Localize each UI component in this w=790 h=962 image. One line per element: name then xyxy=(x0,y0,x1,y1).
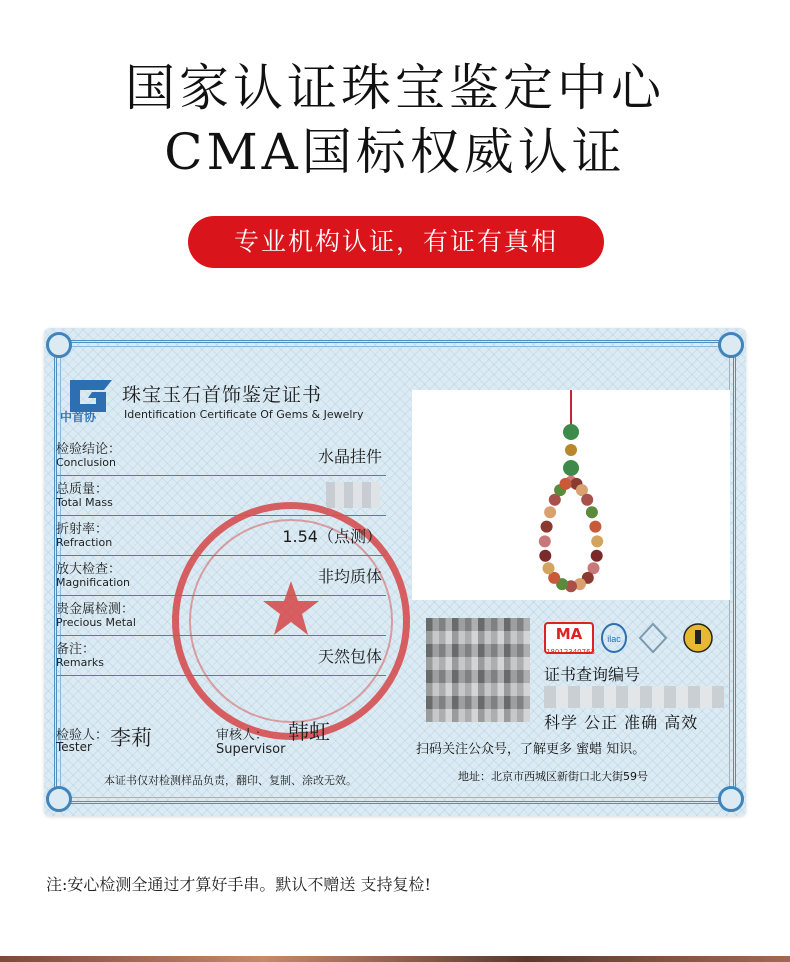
certificate-query-label: 证书查询编号 xyxy=(544,665,641,684)
field-label: 检验结论： xyxy=(56,442,122,457)
field-value: 1.54（点测） xyxy=(282,527,382,546)
field-label: 放大检查： xyxy=(56,562,122,577)
address: 地址：北京市西城区新街口北大街59号 xyxy=(458,770,648,783)
bead xyxy=(581,494,593,506)
slogan: 科学 公正 准确 高效 xyxy=(544,713,699,732)
logo-text: 中首协 xyxy=(60,410,97,424)
corner-ornament-icon xyxy=(718,786,744,812)
field-remarks xyxy=(56,636,386,676)
field-label-en: Magnification xyxy=(56,576,131,589)
field-label-en: Refraction xyxy=(56,536,113,549)
redacted-query-number xyxy=(544,686,724,708)
corner-ornament-icon xyxy=(718,332,744,358)
field-label: 备注： xyxy=(56,642,96,657)
certification-mark-icon xyxy=(682,622,714,654)
certificate-disclaimer: 本证书仅对检测样品负责，翻印、复制、涂改无效。 xyxy=(104,774,357,787)
bead xyxy=(586,506,598,518)
headline-line-2: CMA国标权威认证 xyxy=(164,123,626,181)
bead xyxy=(589,521,601,533)
field-total-mass xyxy=(56,476,386,516)
tester-label-en: Tester xyxy=(56,740,92,754)
field-label-en: Conclusion xyxy=(56,456,116,469)
field-label-en: Total Mass xyxy=(56,496,113,509)
bead xyxy=(591,535,603,547)
field-refraction xyxy=(56,516,386,556)
field-precious-metal xyxy=(56,596,386,636)
bead xyxy=(541,521,553,533)
field-label-en: Remarks xyxy=(56,656,104,669)
cnas-mark-icon xyxy=(638,622,668,654)
redacted-value xyxy=(326,482,380,508)
bead xyxy=(560,478,572,490)
signature-row xyxy=(56,720,386,764)
field-label: 总质量： xyxy=(56,482,109,497)
qr-code-blur xyxy=(426,618,530,722)
supervisor-label-en: Supervisor xyxy=(216,742,286,757)
certificate-subtitle: Identification Certificate Of Gems & Jewelry xyxy=(124,408,364,421)
ilac-mark-icon xyxy=(600,622,628,654)
corner-ornament-icon xyxy=(46,332,72,358)
field-value: 天然包体 xyxy=(317,647,382,666)
supervisor-signature: 韩虹 xyxy=(288,720,330,744)
bead xyxy=(544,506,556,518)
tester-label: 检验人： xyxy=(56,728,109,743)
certification-banner: 专业机构认证，有证有真相 xyxy=(188,216,604,268)
field-value: 水晶挂件 xyxy=(317,447,382,466)
field-label: 贵金属检测： xyxy=(56,602,135,617)
product-photo xyxy=(412,390,730,600)
bead xyxy=(539,550,551,562)
supervisor-label: 审核人： xyxy=(216,728,269,743)
certificate-title: 珠宝玉石首饰鉴定证书 xyxy=(122,384,323,406)
bead xyxy=(543,562,555,574)
bead xyxy=(591,550,603,562)
cma-mark-icon: MA xyxy=(544,622,594,654)
footer-note: 注:安心检测全通过才算好手串。默认不赠送 支持复检! xyxy=(46,875,431,894)
tester-signature: 李莉 xyxy=(110,726,152,750)
field-value: 非均质体 xyxy=(317,567,382,586)
cma-number: 18012340763 xyxy=(546,648,595,656)
field-label-en: Precious Metal xyxy=(56,616,136,629)
field-magnification xyxy=(56,556,386,596)
svg-text:ilac: ilac xyxy=(607,634,621,644)
field-label: 折射率： xyxy=(56,522,109,537)
field-conclusion xyxy=(56,436,386,476)
corner-ornament-icon xyxy=(46,786,72,812)
certificate-card xyxy=(44,328,746,816)
bottom-decor-strip xyxy=(0,956,790,962)
headline-line-1: 国家认证珠宝鉴定中心 xyxy=(125,59,665,117)
follow-prompt: 扫码关注公众号，了解更多 蜜蜡 知识。 xyxy=(416,742,646,757)
bead xyxy=(539,535,551,547)
